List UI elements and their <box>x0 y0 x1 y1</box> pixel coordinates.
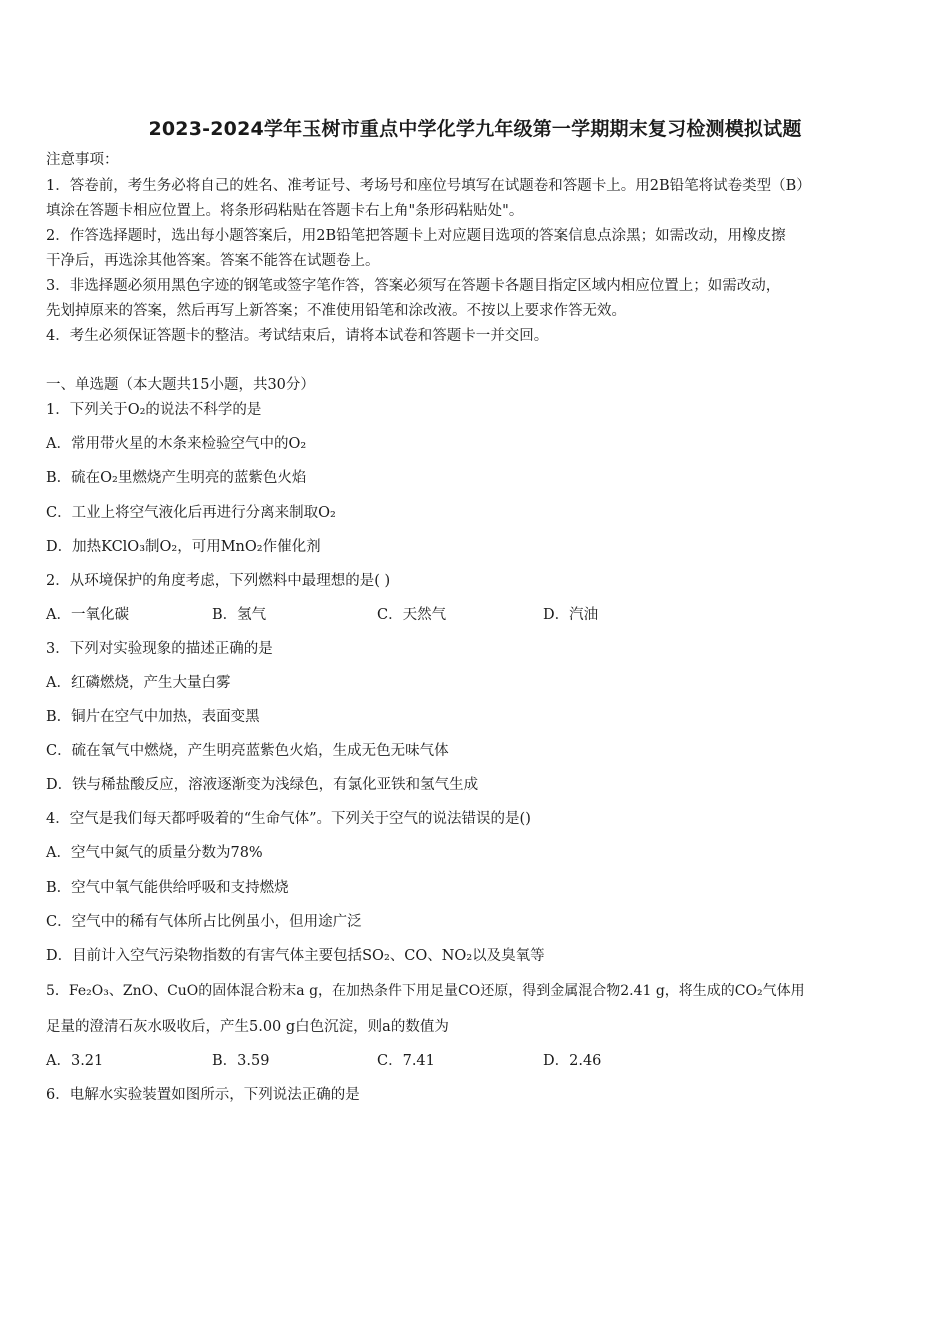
option-a: A．空气中氮气的质量分数为78% <box>46 845 263 861</box>
notice-line: 1．答卷前，考生务必将自己的姓名、准考证号、考场号和座位号填写在试题卷和答题卡上。用2B铅笔将试卷类型（B） <box>46 178 811 194</box>
page-title: 2023-2024学年玉树市重点中学化学九年级第一学期期末复习检测模拟试题 <box>148 118 802 140</box>
question-stem: 3．下列对实验现象的描述正确的是 <box>46 641 273 657</box>
notice-line: 3．非选择题必须用黑色字迹的钢笔或签字笔作答，答案必须写在答题卡各题目指定区域内相应位置上；如需改动， <box>46 278 781 294</box>
notice-line: 干净后，再选涂其他答案。答案不能答在试题卷上。 <box>46 253 380 269</box>
question-stem: 4．空气是我们每天都呼吸着的“生命气体”。下列关于空气的说法错误的是() <box>46 811 531 827</box>
option-d: D．目前计入空气污染物指数的有害气体主要包括SO₂、CO、NO₂以及臭氧等 <box>46 948 545 964</box>
option-b: B．氢气 <box>212 607 267 623</box>
notice-line: 先划掉原来的答案，然后再写上新答案；不准使用铅笔和涂改液。不按以上要求作答无效。 <box>46 303 626 319</box>
option-c: C．7.41 <box>377 1053 435 1069</box>
option-b: B．空气中氧气能供给呼吸和支持燃烧 <box>46 880 289 896</box>
question-stem: 6．电解水实验装置如图所示，下列说法正确的是 <box>46 1087 360 1103</box>
option-c: C．天然气 <box>377 607 447 623</box>
option-a: A．3.21 <box>46 1053 104 1069</box>
section-heading: 一、单选题（本大题共15小题，共30分） <box>46 377 315 393</box>
option-c: C．空气中的稀有气体所占比例虽小，但用途广泛 <box>46 914 362 930</box>
question-stem: 2．从环境保护的角度考虑，下列燃料中最理想的是( ) <box>46 573 391 589</box>
question-stem: 1．下列关于O₂的说法不科学的是 <box>46 402 262 418</box>
option-d: D．加热KClO₃制O₂，可用MnO₂作催化剂 <box>46 539 321 555</box>
question-stem: 5．Fe₂O₃、ZnO、CuO的固体混合粉末a g，在加热条件下用足量CO还原，得到金属混合物2.41 g，将生成的CO₂气体用 <box>46 983 805 999</box>
notice-heading: 注意事项： <box>46 152 119 168</box>
option-b: B．铜片在空气中加热，表面变黑 <box>46 709 260 725</box>
notice-line: 2．作答选择题时，选出每小题答案后，用2B铅笔把答题卡上对应题目选项的答案信息点涂黑；如需改动，用橡皮擦 <box>46 228 786 244</box>
notice-line: 4．考生必须保证答题卡的整洁。考试结束后，请将本试卷和答题卡一并交回。 <box>46 328 549 344</box>
option-a: A．一氧化碳 <box>46 607 129 623</box>
option-c: C．硫在氧气中燃烧，产生明亮蓝紫色火焰，生成无色无味气体 <box>46 743 449 759</box>
notice-line: 填涂在答题卡相应位置上。将条形码粘贴在答题卡右上角"条形码粘贴处"。 <box>46 203 524 219</box>
option-c: C．工业上将空气液化后再进行分离来制取O₂ <box>46 505 336 521</box>
option-d: D．铁与稀盐酸反应，溶液逐渐变为浅绿色，有氯化亚铁和氢气生成 <box>46 777 479 793</box>
option-a: A．红磷燃烧，产生大量白雾 <box>46 675 231 691</box>
option-a: A．常用带火星的木条来检验空气中的O₂ <box>46 436 307 452</box>
question-stem-continued: 足量的澄清石灰水吸收后，产生5.00 g白色沉淀，则a的数值为 <box>46 1019 449 1035</box>
option-d: D．2.46 <box>543 1053 602 1069</box>
option-b: B．硫在O₂里燃烧产生明亮的蓝紫色火焰 <box>46 470 307 486</box>
option-b: B．3.59 <box>212 1053 270 1069</box>
option-d: D．汽油 <box>543 607 599 623</box>
